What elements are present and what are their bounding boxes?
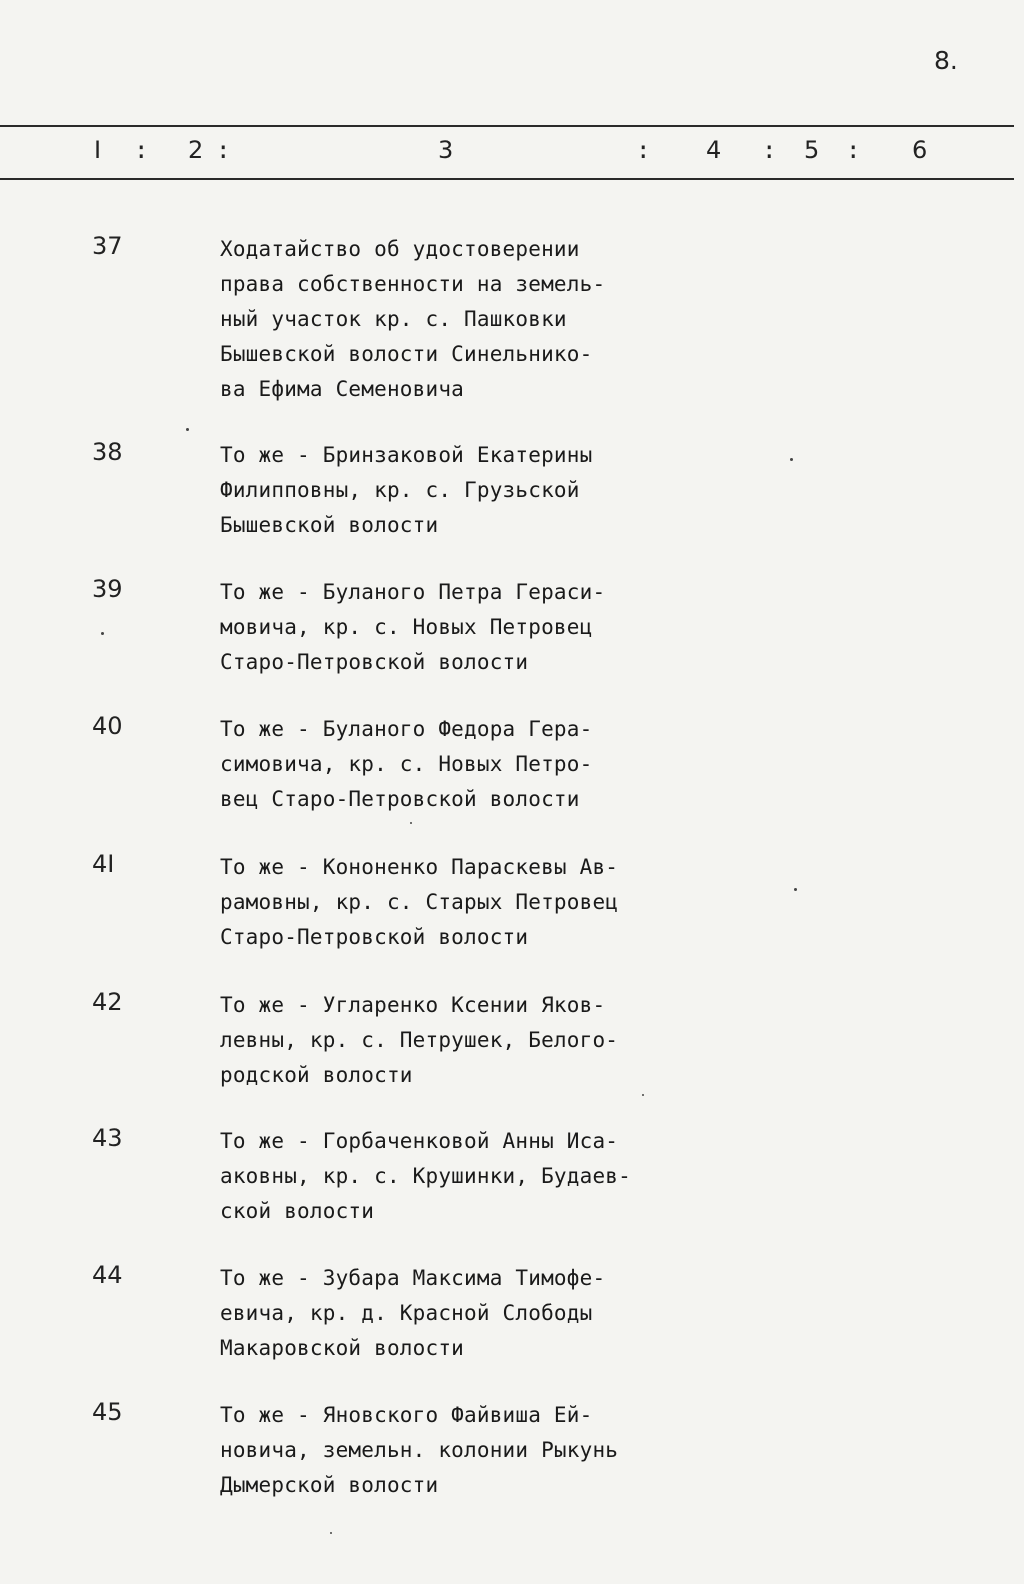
- scan-speck: [101, 632, 104, 635]
- column-separator: :: [846, 136, 861, 164]
- column-header-4: 4: [706, 136, 722, 164]
- column-separator: :: [216, 136, 231, 164]
- column-separator: :: [762, 136, 777, 164]
- entry-line: То же - Яновского Файвиша Ей-: [220, 1403, 593, 1427]
- scan-speck: [790, 458, 793, 461]
- entry-line: Макаровской волости: [220, 1336, 465, 1360]
- page-number: 8.: [934, 46, 958, 75]
- entry-description: [220, 438, 690, 543]
- entry-line: Старо-Петровской волости: [220, 925, 529, 949]
- entry-number: 4I: [92, 850, 115, 878]
- entry-line: То же - Угларенко Ксении Яков-: [220, 993, 606, 1017]
- column-separator: :: [636, 136, 651, 164]
- entry-description: [220, 575, 690, 680]
- header-rule-top: [0, 125, 1014, 127]
- entry-line: евича, кр. д. Красной Слободы: [220, 1301, 593, 1325]
- entry-line: То же - Буланого Федора Гера-: [220, 717, 593, 741]
- entry-number: 38: [92, 438, 123, 466]
- entry-line: мовича, кр. с. Новых Петровец: [220, 615, 593, 639]
- column-header-6: 6: [912, 136, 928, 164]
- entry-line: левны, кр. с. Петрушек, Белого-: [220, 1028, 619, 1052]
- entry-number: 39: [92, 575, 123, 603]
- entry-line: вец Старо-Петровской волости: [220, 787, 580, 811]
- entry-line: Бышевской волости Синельнико-: [220, 342, 593, 366]
- scan-speck: [186, 428, 189, 431]
- entry-description: [220, 1124, 690, 1229]
- entry-line: родской волости: [220, 1063, 413, 1087]
- entry-number: 44: [92, 1261, 123, 1289]
- entry-number: 40: [92, 712, 123, 740]
- entry-line: права собственности на земель-: [220, 272, 606, 296]
- column-separator: :: [134, 136, 149, 164]
- entry-description: [220, 1261, 690, 1366]
- entry-line: Ходатайство об удостоверении: [220, 237, 580, 261]
- entry-line: ва Ефима Семеновича: [220, 377, 465, 401]
- scan-speck: [642, 1094, 644, 1096]
- column-header-5: 5: [804, 136, 820, 164]
- entry-line: ный участок кр. с. Пашковки: [220, 307, 567, 331]
- entry-line: рамовны, кр. с. Старых Петровец: [220, 890, 619, 914]
- header-rule-bottom: [0, 178, 1014, 180]
- entry-line: Бышевской волости: [220, 513, 439, 537]
- entry-line: новича, земельн. колонии Рыкунь: [220, 1438, 619, 1462]
- entry-line: аковны, кр. с. Крушинки, Будаев-: [220, 1164, 631, 1188]
- entry-number: 42: [92, 988, 123, 1016]
- entry-line: Филипповны, кр. с. Грузьской: [220, 478, 580, 502]
- column-header-2: 2: [188, 136, 204, 164]
- entry-description: [220, 232, 690, 407]
- entry-line: Дымерской волости: [220, 1473, 439, 1497]
- entry-description: [220, 988, 690, 1093]
- scan-speck: [330, 1532, 332, 1534]
- entry-line: То же - Буланого Петра Гераси-: [220, 580, 606, 604]
- entry-description: [220, 850, 690, 955]
- entry-line: симовича, кр. с. Новых Петро-: [220, 752, 593, 776]
- entry-number: 45: [92, 1398, 123, 1426]
- entry-line: То же - Горбаченковой Анны Иса-: [220, 1129, 619, 1153]
- entry-description: [220, 1398, 690, 1503]
- entry-description: [220, 712, 690, 817]
- column-header-1: I: [94, 136, 102, 164]
- entry-line: То же - Бринзаковой Екатерины: [220, 443, 593, 467]
- entry-line: То же - Кононенко Параскевы Ав-: [220, 855, 619, 879]
- entry-line: То же - Зубара Максима Тимофе-: [220, 1266, 606, 1290]
- scan-speck: [794, 888, 797, 891]
- entry-number: 43: [92, 1124, 123, 1152]
- entry-line: ской волости: [220, 1199, 375, 1223]
- scan-speck: [410, 822, 412, 824]
- column-header-3: 3: [438, 136, 454, 164]
- entry-number: 37: [92, 232, 123, 260]
- entry-line: Старо-Петровской волости: [220, 650, 529, 674]
